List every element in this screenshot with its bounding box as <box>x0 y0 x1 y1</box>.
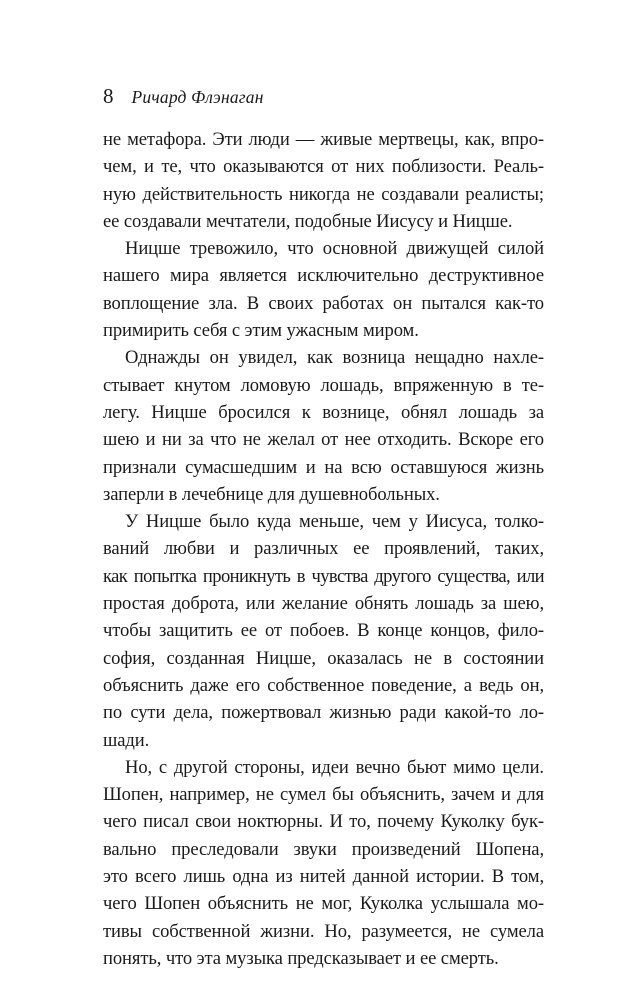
text-line: воплощение зла. В своих работах он пытался как-то <box>103 292 544 314</box>
text-line: шею и ни за что не желал от нее отходить. Вскоре его <box>103 429 544 451</box>
text-line: признали сумасшедшим и на всю оставшуюся жизнь <box>103 456 544 478</box>
text-line: как попытка проникнуть в чувства другого существа, или <box>103 565 544 587</box>
text-line: примирить себя с этим ужасным миром. <box>103 320 419 342</box>
text-line: софия, созданная Ницше, оказалась не в состоянии <box>103 647 544 669</box>
text-line: заперли в лечебнице для душевнобольных. <box>103 483 440 505</box>
text-line: объяснить даже его собственное поведение, а ведь он, <box>103 674 544 696</box>
paragraph-3 <box>103 344 544 508</box>
text-line: вально преследовали звуки произведений Шопена, <box>103 838 544 860</box>
text-line: не метафора. Эти люди — живые мертвецы, как, впро- <box>103 129 544 150</box>
running-title: Ричард Флэнаган <box>131 87 264 107</box>
text-line: понять, что эта музыка предсказывает и ее смерть. <box>103 947 499 969</box>
text-line: нашего мира является исключительно деструктивное <box>103 265 544 287</box>
text-line: Шопен, например, не сумел бы объяснить, зачем и для <box>103 784 544 806</box>
text-line: У Ницше было куда меньше, чем у Иисуса, толко- <box>125 511 544 533</box>
paragraph-5 <box>103 754 544 972</box>
text-line: это всего лишь одна из нитей данной истории. В том, <box>103 866 544 888</box>
text-line: чего Шопен объяснить не мог, Куколка услышала мо- <box>103 893 544 915</box>
text-line: ваний любви и различных ее проявлений, таких, <box>103 538 544 560</box>
text-line: шади. <box>103 729 150 751</box>
body-text <box>103 126 544 972</box>
page-header <box>103 84 264 108</box>
text-line: легу. Ницше бросился к вознице, обнял лошадь за <box>103 401 544 423</box>
text-line: чем, и те, что оказываются от них поблизости. Реаль- <box>103 156 544 178</box>
page-number: 8 <box>103 84 114 108</box>
text-line: простая доброта, или желание обнять лошадь за шею, <box>103 593 544 615</box>
paragraph-1 <box>103 126 544 235</box>
text-line: ную действительность никогда не создавали реалисты; <box>103 183 544 205</box>
text-line: ее создавали мечтатели, подобные Иисусу и Ницше. <box>103 210 513 232</box>
paragraph-4 <box>103 508 544 754</box>
text-line: чтобы защитить ее от побоев. В конце концов, фило- <box>103 620 544 642</box>
text-line: Но, с другой стороны, идеи вечно бьют мимо цели. <box>125 756 544 778</box>
text-line: чего писал свои ноктюрны. И то, почему Куколку бук- <box>103 811 544 833</box>
paragraph-2 <box>103 235 544 344</box>
text-line: Ницше тревожило, что основной движущей силой <box>125 238 544 260</box>
text-line: по сути дела, пожертвовал жизнью ради какой-то ло- <box>103 702 544 724</box>
text-line: стывает кнутом ломовую лошадь, впряженную в те- <box>103 374 544 396</box>
text-line: Однажды он увидел, как возница нещадно нахле- <box>125 347 544 369</box>
text-line: тивы собственной жизни. Но, разумеется, не сумела <box>103 920 544 942</box>
